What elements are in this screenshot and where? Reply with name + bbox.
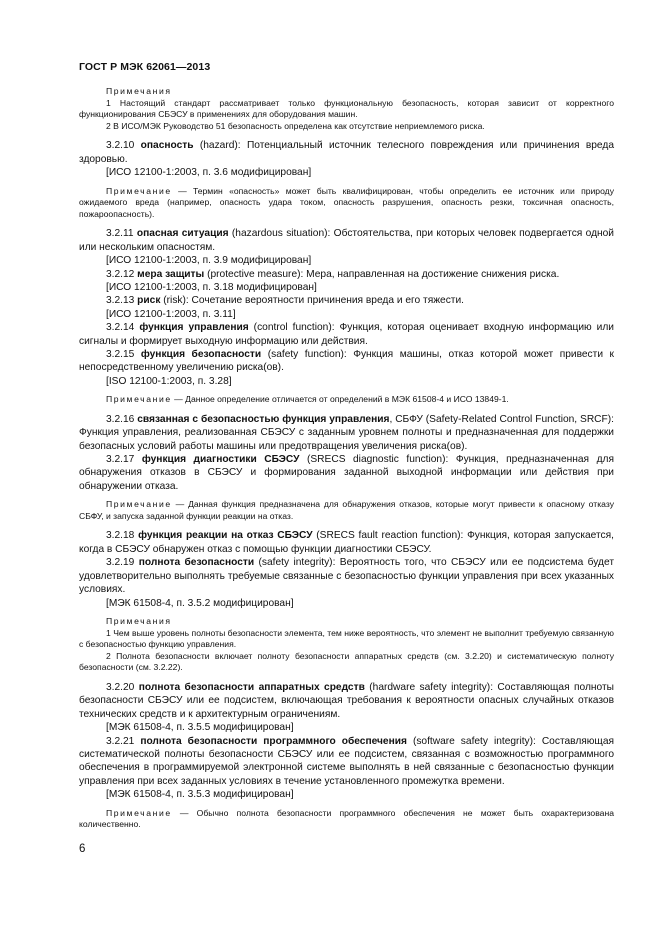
term-source: [ИСО 12100-1:2003, п. 3.11] [106, 308, 236, 320]
term-name: опасность [140, 140, 194, 152]
term-3-2-14: 3.2.14 функция управления (control function): Функция, которая оценивает входную информацию или сигналы и формирует выходную информацию или действия. [79, 322, 614, 347]
term-source: [ИСО 12100-1:2003, п. 3.18 модифицирован] [106, 282, 317, 293]
term-source: [ISO 12100-1:2003, п. 3.28] [106, 375, 232, 387]
term-3-2-15: 3.2.15 функция безопасности (safety function): Функция машины, отказ которой может привести к непосредственному увеличению риска(ов). [79, 349, 614, 374]
term-source: [МЭК 61508-4, п. 3.5.3 модифицирован] [106, 789, 294, 801]
term-name: функция диагностики СБЭСУ [141, 454, 300, 466]
note-3-2-10: Примечание — Термин «опасность» может быть квалифицирован, чтобы определить ее источник или природу ожидаемого вреда (например, опасность удара током, опасность разрушения, опасность резки, токсичная опасность, пожароопасность). [79, 185, 614, 219]
term-3-2-18: 3.2.18 функция реакции на отказ СБЭСУ (SRECS fault reaction function): Функция, которая запускается, когда в СБЭСУ обнаружен отказ с помощью функции диагностики СБЭСУ. [79, 530, 614, 555]
term-3-2-13: 3.2.13 риск (risk): Сочетание вероятности причинения вреда и его тяжести. [106, 295, 464, 307]
term-source: [МЭК 61508-4, п. 3.5.2 модифицирован] [106, 597, 294, 609]
term-3-2-21: 3.2.21 полнота безопасности программного обеспечения (software safety integrity): Составляющая систематической полноты безопасности СБЭСУ или ее подсистем, связанная с возможностью программного обеспечения в программируемой электронной системе выполнять в ней связанные с безопасностью функции управления при всех заданных условиях в течение установленного промежутка времени. [79, 735, 614, 787]
term-name: функция реакции на отказ СБЭСУ [138, 530, 313, 542]
note-3-2-17: Примечание — Данная функция предназначена для обнаружения отказов, которые могут привести к опасному отказу СБФУ, и запуска заданной функции реакции на отказ. [79, 499, 614, 521]
notes-label: Примечания [106, 86, 172, 96]
term-source: [ИСО 12100-1:2003, п. 3.9 модифицирован] [106, 255, 312, 267]
note-3-2-15: Примечание — Данное определение отличается от определений в МЭК 61508-4 и ИСО 13849-1. [106, 394, 509, 405]
page-number: 6 [79, 843, 86, 855]
term-3-2-19: 3.2.19 полнота безопасности (safety integrity): Вероятность того, что СБЭСУ или ее подсистема будет удовлетворительно выполнять требуемые связанные с безопасностью функции управления при всех указанных условиях. [79, 557, 614, 596]
term-3-2-11: 3.2.11 опасная ситуация (hazardous situation): Обстоятельства, при которых человек подвергается одной или нескольким опасностям. [79, 228, 614, 253]
document-header: ГОСТ Р МЭК 62061—2013 [79, 61, 211, 73]
note-3-2-21: Примечание — Обычно полнота безопасности программного обеспечения не может быть охарактеризована количественно. [79, 807, 614, 830]
page-content [79, 86, 614, 831]
term-name: связанная с безопасностью функция управления [137, 413, 390, 425]
note-item: 2 Полнота безопасности включает полноту безопасности аппаратных средств (см. 3.2.20) и систематическую полноту безопасности (см. 3.2.22). [79, 650, 614, 673]
term-source: [ИСО 12100-1:2003, п. 3.6 модифицирован] [106, 167, 312, 179]
term-name: опасная ситуация [136, 228, 229, 240]
term-3-2-20: 3.2.20 полнота безопасности аппаратных средств (hardware safety integrity): Составляющая полноты безопасности СБЭСУ или ее подсистем, включающая требования к вероятности опасных случайных отказов технических средств и к архитектурным ограничениям. [79, 681, 614, 720]
term-3-2-12: 3.2.12 мера защиты (protective measure): Мера, направленная на достижение снижения риска. [106, 268, 560, 280]
term-name: риск [137, 295, 161, 307]
term-3-2-17: 3.2.17 функция диагностики СБЭСУ (SRECS diagnostic function): Функция, предназначенная для обнаружения отказов в СБЭСУ и формирования заданной выходной информации или действия при обнаружении отказа. [79, 454, 614, 492]
term-name: полнота безопасности программного обеспечения [140, 735, 407, 747]
term-3-2-16: 3.2.16 связанная с безопасностью функция управления, СБФУ (Safety-Related Control Function, SRCF): Функция управления, реализованная СБЭСУ с заданным уровнем полноты и предназначенная для поддержки безопасных условий работы машины или предотвращения увеличения риска(ов). [79, 413, 614, 452]
term-name: полнота безопасности [138, 557, 255, 569]
term-source: [МЭК 61508-4, п. 3.5.5 модифицирован] [106, 722, 294, 734]
note-item: 2 В ИСО/МЭК Руководство 51 безопасность определена как отсутствие неприемлемого риска. [106, 120, 485, 131]
term-name: функция управления [139, 322, 249, 334]
term-3-2-10: 3.2.10 опасность (hazard): Потенциальный источник телесного повреждения или причинения вреда здоровью. [79, 140, 614, 165]
term-name: мера защиты [137, 268, 205, 280]
note-item: 1 Настоящий стандарт рассматривает только функциональную безопасность, которая зависит от корректного функционирования СБЭСУ в применениях для оборудования машин. [79, 97, 614, 120]
term-name: функция безопасности [140, 349, 262, 361]
note-item: 1 Чем выше уровень полноты безопасности элемента, тем ниже вероятность, что элемент не выполнит требуемую связанную с безопасностью функцию управления. [79, 627, 614, 650]
term-name: полнота безопасности аппаратных средств [138, 681, 365, 693]
notes-label: Примечания [106, 615, 172, 626]
